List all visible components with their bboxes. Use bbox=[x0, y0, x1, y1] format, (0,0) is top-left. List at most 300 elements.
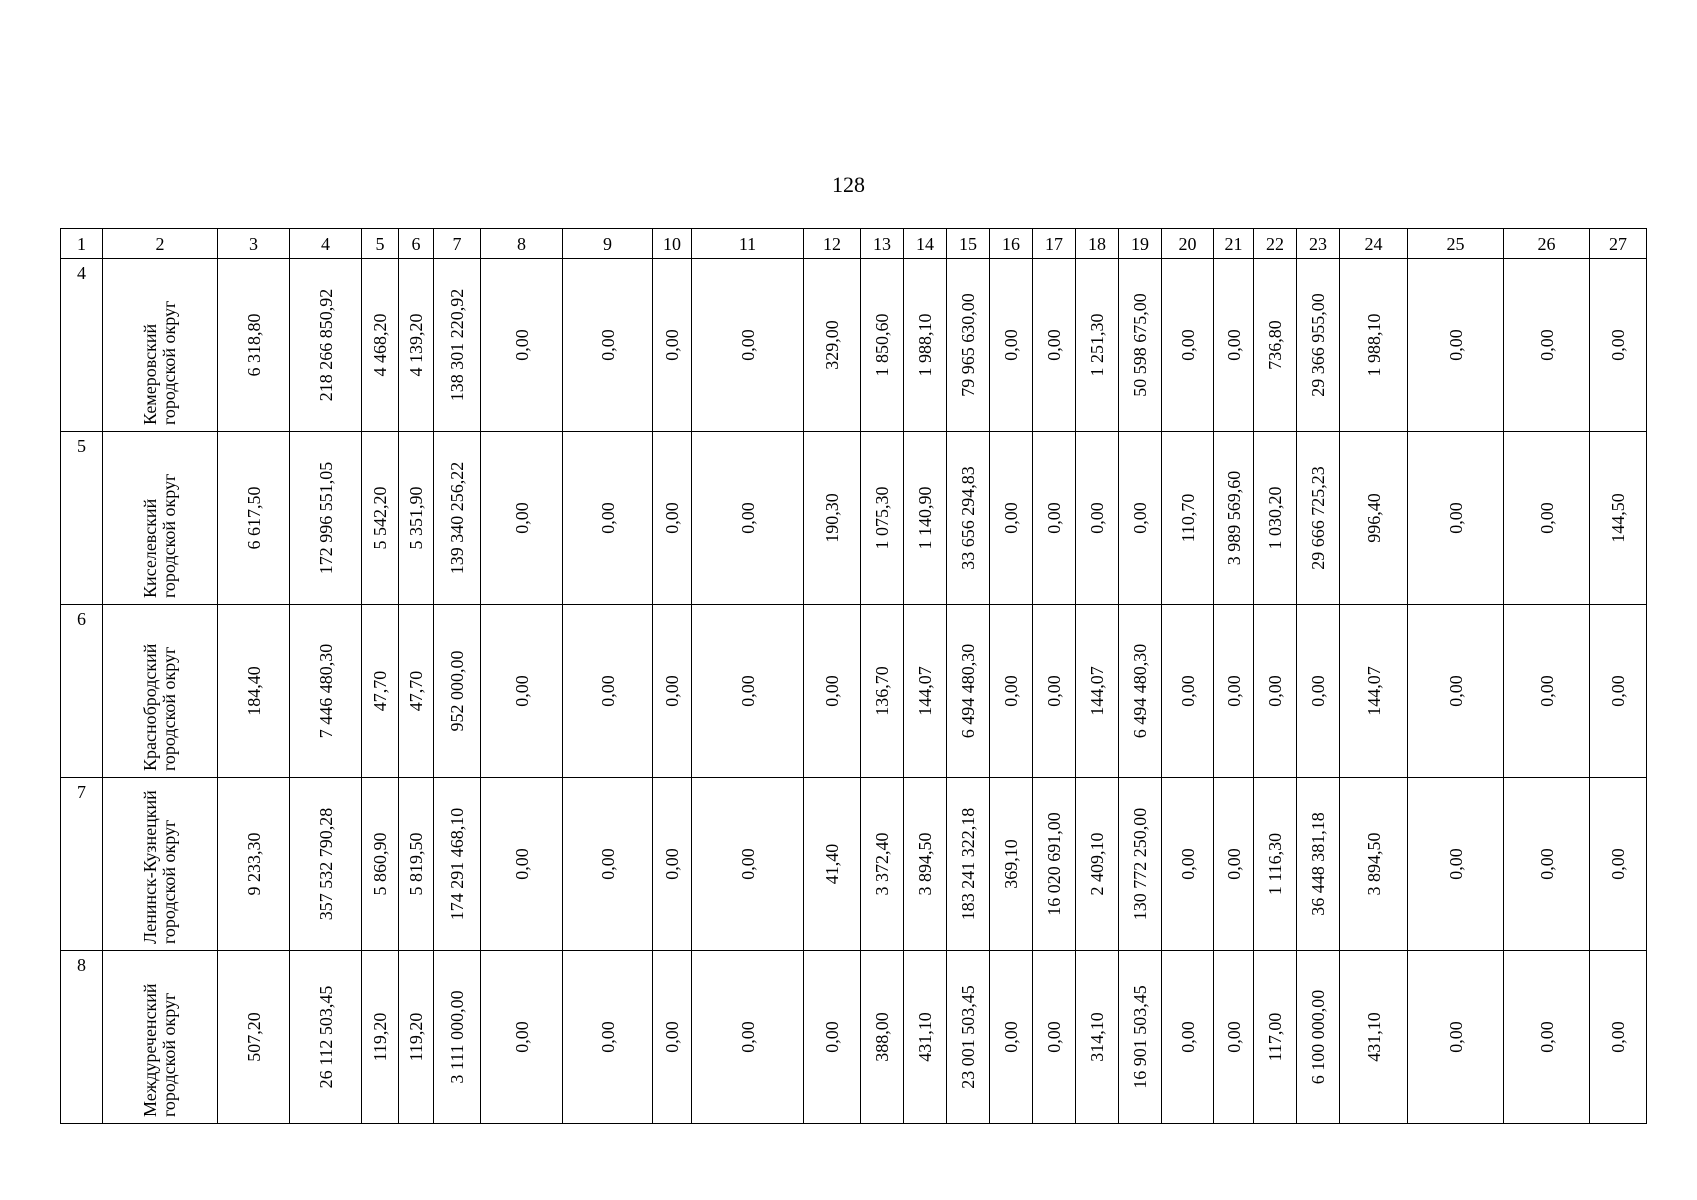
cell-value: 0,00 bbox=[1001, 1021, 1021, 1053]
value-cell-col-24 bbox=[1340, 605, 1408, 778]
value-cell-col-27 bbox=[1590, 605, 1647, 778]
cell-value: 0,00 bbox=[597, 675, 618, 707]
cell-value: 1 116,30 bbox=[1265, 832, 1285, 896]
cell-value: 6 318,80 bbox=[243, 313, 264, 377]
value-cell-col-8 bbox=[481, 951, 563, 1124]
table-row bbox=[61, 605, 1647, 778]
value-cell-col-23 bbox=[1297, 605, 1340, 778]
cell-value: 0,00 bbox=[1001, 502, 1021, 534]
cell-value: 0,00 bbox=[1445, 1021, 1466, 1053]
column-header-3: 3 bbox=[218, 229, 290, 259]
column-header-12: 12 bbox=[804, 229, 861, 259]
cell-value: 0,00 bbox=[1536, 329, 1557, 361]
cell-value: 117,00 bbox=[1265, 1012, 1285, 1062]
column-header-14: 14 bbox=[904, 229, 947, 259]
value-cell-col-27 bbox=[1590, 951, 1647, 1124]
cell-value: 0,00 bbox=[511, 502, 532, 534]
row-number: 8 bbox=[77, 955, 86, 975]
value-cell-col-5 bbox=[362, 951, 399, 1124]
municipality-name: Междуреченский городской округ bbox=[140, 983, 179, 1117]
cell-value: 190,30 bbox=[822, 493, 842, 543]
cell-value: 0,00 bbox=[597, 848, 618, 880]
value-cell-col-12 bbox=[804, 432, 861, 605]
row-number: 4 bbox=[77, 263, 86, 283]
column-header-27: 27 bbox=[1590, 229, 1647, 259]
value-cell-col-11 bbox=[692, 605, 804, 778]
cell-value: 0,00 bbox=[822, 1021, 842, 1053]
value-cell-col-10 bbox=[653, 951, 692, 1124]
cell-value: 4 139,20 bbox=[406, 313, 426, 377]
value-cell-col-12 bbox=[804, 605, 861, 778]
cell-value: 0,00 bbox=[597, 502, 618, 534]
value-cell-col-7 bbox=[434, 259, 481, 432]
value-cell-col-4 bbox=[290, 259, 362, 432]
value-cell-col-11 bbox=[692, 259, 804, 432]
value-cell-col-24 bbox=[1340, 259, 1408, 432]
column-header-11: 11 bbox=[692, 229, 804, 259]
cell-value: 6 494 480,30 bbox=[1130, 643, 1150, 739]
cell-value: 0,00 bbox=[662, 675, 682, 707]
cell-value: 3 894,50 bbox=[915, 832, 935, 896]
value-cell-col-16 bbox=[990, 605, 1033, 778]
cell-value: 0,00 bbox=[1001, 329, 1021, 361]
cell-value: 5 542,20 bbox=[370, 486, 390, 550]
column-header-2: 2 bbox=[103, 229, 218, 259]
cell-value: 119,20 bbox=[370, 1012, 390, 1062]
value-cell-col-7 bbox=[434, 605, 481, 778]
cell-value: 0,00 bbox=[1177, 329, 1198, 361]
cell-value: 136,70 bbox=[872, 666, 892, 716]
value-cell-col-26 bbox=[1504, 951, 1590, 1124]
row-number-cell bbox=[61, 259, 103, 432]
value-cell-col-12 bbox=[804, 951, 861, 1124]
value-cell-col-20 bbox=[1162, 778, 1214, 951]
value-cell-col-17 bbox=[1033, 432, 1076, 605]
cell-value: 1 988,10 bbox=[1363, 313, 1384, 377]
row-number-cell bbox=[61, 432, 103, 605]
value-cell-col-20 bbox=[1162, 605, 1214, 778]
cell-value: 23 001 503,45 bbox=[958, 985, 978, 1089]
row-number: 6 bbox=[77, 609, 86, 629]
cell-value: 2 409,10 bbox=[1087, 832, 1107, 896]
cell-value: 0,00 bbox=[511, 848, 532, 880]
value-cell-col-18 bbox=[1076, 605, 1119, 778]
value-cell-col-5 bbox=[362, 605, 399, 778]
column-header-20: 20 bbox=[1162, 229, 1214, 259]
row-number: 7 bbox=[77, 782, 86, 802]
column-header-18: 18 bbox=[1076, 229, 1119, 259]
cell-value: 119,20 bbox=[406, 1012, 426, 1062]
value-cell-col-14 bbox=[904, 951, 947, 1124]
value-cell-col-26 bbox=[1504, 778, 1590, 951]
value-cell-col-17 bbox=[1033, 778, 1076, 951]
value-cell-col-17 bbox=[1033, 259, 1076, 432]
value-cell-col-23 bbox=[1297, 432, 1340, 605]
column-header-21: 21 bbox=[1214, 229, 1254, 259]
column-header-8: 8 bbox=[481, 229, 563, 259]
value-cell-col-5 bbox=[362, 432, 399, 605]
cell-value: 1 251,30 bbox=[1087, 313, 1107, 377]
value-cell-col-21 bbox=[1214, 951, 1254, 1124]
value-cell-col-13 bbox=[861, 259, 904, 432]
value-cell-col-21 bbox=[1214, 605, 1254, 778]
cell-value: 184,40 bbox=[243, 666, 264, 716]
value-cell-col-15 bbox=[947, 432, 990, 605]
cell-value: 139 340 256,22 bbox=[447, 461, 467, 575]
cell-value: 357 532 790,28 bbox=[315, 807, 336, 921]
page-number: 128 bbox=[832, 172, 865, 197]
cell-value: 0,00 bbox=[1177, 1021, 1198, 1053]
value-cell-col-20 bbox=[1162, 259, 1214, 432]
cell-value: 0,00 bbox=[511, 675, 532, 707]
value-cell-col-10 bbox=[653, 605, 692, 778]
value-cell-col-20 bbox=[1162, 951, 1214, 1124]
municipality-cell bbox=[103, 951, 218, 1124]
value-cell-col-6 bbox=[399, 605, 434, 778]
table-row bbox=[61, 778, 1647, 951]
cell-value: 0,00 bbox=[662, 848, 682, 880]
value-cell-col-14 bbox=[904, 778, 947, 951]
cell-value: 0,00 bbox=[1608, 848, 1628, 880]
value-cell-col-18 bbox=[1076, 951, 1119, 1124]
value-cell-col-10 bbox=[653, 778, 692, 951]
value-cell-col-19 bbox=[1119, 605, 1162, 778]
column-header-13: 13 bbox=[861, 229, 904, 259]
municipality-cell bbox=[103, 778, 218, 951]
value-cell-col-6 bbox=[399, 432, 434, 605]
value-cell-col-4 bbox=[290, 951, 362, 1124]
cell-value: 0,00 bbox=[737, 329, 758, 361]
value-cell-col-8 bbox=[481, 259, 563, 432]
value-cell-col-8 bbox=[481, 778, 563, 951]
value-cell-col-3 bbox=[218, 778, 290, 951]
municipality-name: Кемеровский городской округ bbox=[140, 300, 179, 425]
data-table bbox=[60, 228, 1647, 1124]
column-header-4: 4 bbox=[290, 229, 362, 259]
cell-value: 144,07 bbox=[915, 666, 935, 716]
cell-value: 0,00 bbox=[1445, 675, 1466, 707]
cell-value: 47,70 bbox=[370, 670, 390, 712]
value-cell-col-6 bbox=[399, 951, 434, 1124]
value-cell-col-15 bbox=[947, 951, 990, 1124]
value-cell-col-23 bbox=[1297, 259, 1340, 432]
cell-value: 0,00 bbox=[1001, 675, 1021, 707]
cell-value: 0,00 bbox=[662, 329, 682, 361]
value-cell-col-4 bbox=[290, 605, 362, 778]
cell-value: 0,00 bbox=[737, 1021, 758, 1053]
value-cell-col-9 bbox=[563, 259, 653, 432]
value-cell-col-18 bbox=[1076, 778, 1119, 951]
cell-value: 388,00 bbox=[872, 1012, 892, 1062]
cell-value: 0,00 bbox=[1608, 329, 1628, 361]
cell-value: 0,00 bbox=[597, 1021, 618, 1053]
cell-value: 996,40 bbox=[1363, 493, 1384, 543]
value-cell-col-13 bbox=[861, 605, 904, 778]
value-cell-col-21 bbox=[1214, 778, 1254, 951]
value-cell-col-12 bbox=[804, 259, 861, 432]
value-cell-col-7 bbox=[434, 432, 481, 605]
cell-value: 0,00 bbox=[1308, 675, 1328, 707]
value-cell-col-22 bbox=[1254, 259, 1297, 432]
cell-value: 0,00 bbox=[737, 675, 758, 707]
value-cell-col-24 bbox=[1340, 432, 1408, 605]
value-cell-col-8 bbox=[481, 432, 563, 605]
cell-value: 6 494 480,30 bbox=[958, 643, 978, 739]
value-cell-col-14 bbox=[904, 259, 947, 432]
column-header-23: 23 bbox=[1297, 229, 1340, 259]
value-cell-col-6 bbox=[399, 259, 434, 432]
cell-value: 3 989 569,60 bbox=[1223, 470, 1244, 566]
column-header-10: 10 bbox=[653, 229, 692, 259]
value-cell-col-23 bbox=[1297, 951, 1340, 1124]
cell-value: 79 965 630,00 bbox=[958, 293, 978, 397]
municipality-name: Краснобродский городской округ bbox=[140, 643, 179, 771]
value-cell-col-11 bbox=[692, 951, 804, 1124]
cell-value: 736,80 bbox=[1265, 320, 1285, 370]
cell-value: 0,00 bbox=[1177, 848, 1198, 880]
value-cell-col-25 bbox=[1408, 259, 1504, 432]
cell-value: 3 111 000,00 bbox=[447, 990, 467, 1084]
value-cell-col-17 bbox=[1033, 605, 1076, 778]
value-cell-col-16 bbox=[990, 951, 1033, 1124]
row-number-cell bbox=[61, 778, 103, 951]
cell-value: 0,00 bbox=[737, 848, 758, 880]
cell-value: 138 301 220,92 bbox=[447, 288, 467, 402]
cell-value: 0,00 bbox=[1044, 1021, 1064, 1053]
value-cell-col-18 bbox=[1076, 259, 1119, 432]
cell-value: 5 860,90 bbox=[370, 832, 390, 896]
value-cell-col-19 bbox=[1119, 778, 1162, 951]
value-cell-col-20 bbox=[1162, 432, 1214, 605]
cell-value: 144,07 bbox=[1087, 666, 1107, 716]
cell-value: 0,00 bbox=[1044, 329, 1064, 361]
cell-value: 41,40 bbox=[822, 843, 842, 885]
value-cell-col-10 bbox=[653, 259, 692, 432]
cell-value: 1 850,60 bbox=[872, 313, 892, 377]
cell-value: 16 020 691,00 bbox=[1044, 812, 1064, 916]
value-cell-col-9 bbox=[563, 605, 653, 778]
cell-value: 9 233,30 bbox=[243, 832, 264, 896]
table-row bbox=[61, 432, 1647, 605]
cell-value: 174 291 468,10 bbox=[447, 807, 467, 921]
cell-value: 0,00 bbox=[662, 502, 682, 534]
cell-value: 0,00 bbox=[1044, 502, 1064, 534]
value-cell-col-3 bbox=[218, 951, 290, 1124]
value-cell-col-14 bbox=[904, 432, 947, 605]
column-header-1: 1 bbox=[61, 229, 103, 259]
value-cell-col-25 bbox=[1408, 951, 1504, 1124]
value-cell-col-21 bbox=[1214, 432, 1254, 605]
cell-value: 0,00 bbox=[1445, 848, 1466, 880]
value-cell-col-4 bbox=[290, 432, 362, 605]
cell-value: 0,00 bbox=[1130, 502, 1150, 534]
cell-value: 0,00 bbox=[1445, 329, 1466, 361]
cell-value: 6 617,50 bbox=[243, 486, 264, 550]
cell-value: 1 988,10 bbox=[915, 313, 935, 377]
value-cell-col-25 bbox=[1408, 778, 1504, 951]
cell-value: 0,00 bbox=[1608, 1021, 1628, 1053]
column-header-17: 17 bbox=[1033, 229, 1076, 259]
value-cell-col-25 bbox=[1408, 605, 1504, 778]
column-header-26: 26 bbox=[1504, 229, 1590, 259]
cell-value: 6 100 000,00 bbox=[1308, 989, 1328, 1085]
value-cell-col-16 bbox=[990, 432, 1033, 605]
value-cell-col-14 bbox=[904, 605, 947, 778]
row-number-cell bbox=[61, 951, 103, 1124]
cell-value: 1 140,90 bbox=[915, 486, 935, 550]
column-header-9: 9 bbox=[563, 229, 653, 259]
cell-value: 507,20 bbox=[243, 1012, 264, 1062]
value-cell-col-27 bbox=[1590, 432, 1647, 605]
column-header-19: 19 bbox=[1119, 229, 1162, 259]
cell-value: 952 000,00 bbox=[447, 650, 467, 732]
value-cell-col-3 bbox=[218, 432, 290, 605]
cell-value: 0,00 bbox=[511, 1021, 532, 1053]
cell-value: 0,00 bbox=[1223, 1021, 1244, 1053]
cell-value: 4 468,20 bbox=[370, 313, 390, 377]
municipality-name: Ленинск-Кузнецкий городской округ bbox=[140, 790, 179, 944]
value-cell-col-5 bbox=[362, 259, 399, 432]
value-cell-col-24 bbox=[1340, 951, 1408, 1124]
cell-value: 0,00 bbox=[737, 502, 758, 534]
row-number-cell bbox=[61, 605, 103, 778]
value-cell-col-9 bbox=[563, 951, 653, 1124]
cell-value: 47,70 bbox=[406, 670, 426, 712]
cell-value: 7 446 480,30 bbox=[315, 643, 336, 739]
value-cell-col-15 bbox=[947, 605, 990, 778]
value-cell-col-3 bbox=[218, 259, 290, 432]
cell-value: 0,00 bbox=[1265, 675, 1285, 707]
value-cell-col-19 bbox=[1119, 951, 1162, 1124]
value-cell-col-4 bbox=[290, 778, 362, 951]
cell-value: 0,00 bbox=[1087, 502, 1107, 534]
cell-value: 329,00 bbox=[822, 320, 842, 370]
column-header-25: 25 bbox=[1408, 229, 1504, 259]
column-header-15: 15 bbox=[947, 229, 990, 259]
column-header-22: 22 bbox=[1254, 229, 1297, 259]
cell-value: 26 112 503,45 bbox=[315, 985, 336, 1089]
cell-value: 0,00 bbox=[597, 329, 618, 361]
cell-value: 1 075,30 bbox=[872, 486, 892, 550]
cell-value: 3 894,50 bbox=[1363, 832, 1384, 896]
cell-value: 0,00 bbox=[1223, 329, 1244, 361]
municipality-cell bbox=[103, 432, 218, 605]
cell-value: 130 772 250,00 bbox=[1130, 807, 1150, 921]
value-cell-col-19 bbox=[1119, 432, 1162, 605]
value-cell-col-26 bbox=[1504, 432, 1590, 605]
value-cell-col-22 bbox=[1254, 951, 1297, 1124]
cell-value: 172 996 551,05 bbox=[315, 461, 336, 575]
value-cell-col-17 bbox=[1033, 951, 1076, 1124]
value-cell-col-27 bbox=[1590, 778, 1647, 951]
value-cell-col-21 bbox=[1214, 259, 1254, 432]
cell-value: 0,00 bbox=[1445, 502, 1466, 534]
column-header-24: 24 bbox=[1340, 229, 1408, 259]
value-cell-col-24 bbox=[1340, 778, 1408, 951]
cell-value: 144,50 bbox=[1608, 493, 1628, 543]
cell-value: 0,00 bbox=[1044, 675, 1064, 707]
cell-value: 0,00 bbox=[1608, 675, 1628, 707]
value-cell-col-10 bbox=[653, 432, 692, 605]
value-cell-col-9 bbox=[563, 432, 653, 605]
municipality-cell bbox=[103, 259, 218, 432]
cell-value: 5 819,50 bbox=[406, 832, 426, 896]
value-cell-col-13 bbox=[861, 951, 904, 1124]
row-number: 5 bbox=[77, 436, 86, 456]
value-cell-col-16 bbox=[990, 778, 1033, 951]
cell-value: 16 901 503,45 bbox=[1130, 985, 1150, 1089]
value-cell-col-11 bbox=[692, 432, 804, 605]
value-cell-col-25 bbox=[1408, 432, 1504, 605]
value-cell-col-5 bbox=[362, 778, 399, 951]
column-header-16: 16 bbox=[990, 229, 1033, 259]
cell-value: 110,70 bbox=[1177, 493, 1198, 543]
cell-value: 1 030,20 bbox=[1265, 486, 1285, 550]
value-cell-col-7 bbox=[434, 778, 481, 951]
cell-value: 0,00 bbox=[511, 329, 532, 361]
value-cell-col-11 bbox=[692, 778, 804, 951]
cell-value: 0,00 bbox=[822, 675, 842, 707]
value-cell-col-26 bbox=[1504, 259, 1590, 432]
value-cell-col-27 bbox=[1590, 259, 1647, 432]
cell-value: 29 666 725,23 bbox=[1308, 466, 1328, 570]
cell-value: 431,10 bbox=[1363, 1012, 1384, 1062]
cell-value: 0,00 bbox=[1536, 675, 1557, 707]
value-cell-col-23 bbox=[1297, 778, 1340, 951]
value-cell-col-13 bbox=[861, 432, 904, 605]
value-cell-col-19 bbox=[1119, 259, 1162, 432]
value-cell-col-13 bbox=[861, 778, 904, 951]
cell-value: 0,00 bbox=[1177, 675, 1198, 707]
cell-value: 3 372,40 bbox=[872, 832, 892, 896]
cell-value: 0,00 bbox=[1536, 1021, 1557, 1053]
column-header-5: 5 bbox=[362, 229, 399, 259]
value-cell-col-22 bbox=[1254, 778, 1297, 951]
cell-value: 144,07 bbox=[1363, 666, 1384, 716]
cell-value: 314,10 bbox=[1087, 1012, 1107, 1062]
value-cell-col-15 bbox=[947, 259, 990, 432]
cell-value: 36 448 381,18 bbox=[1308, 812, 1328, 916]
cell-value: 0,00 bbox=[1223, 848, 1244, 880]
cell-value: 183 241 322,18 bbox=[958, 807, 978, 921]
value-cell-col-9 bbox=[563, 778, 653, 951]
table-row bbox=[61, 951, 1647, 1124]
cell-value: 218 266 850,92 bbox=[315, 288, 336, 402]
cell-value: 29 366 955,00 bbox=[1308, 293, 1328, 397]
header-row bbox=[61, 229, 1647, 259]
cell-value: 0,00 bbox=[1223, 675, 1244, 707]
value-cell-col-6 bbox=[399, 778, 434, 951]
cell-value: 33 656 294,83 bbox=[958, 466, 978, 570]
value-cell-col-22 bbox=[1254, 605, 1297, 778]
column-header-7: 7 bbox=[434, 229, 481, 259]
table-row bbox=[61, 259, 1647, 432]
value-cell-col-22 bbox=[1254, 432, 1297, 605]
column-header-6: 6 bbox=[399, 229, 434, 259]
value-cell-col-16 bbox=[990, 259, 1033, 432]
cell-value: 369,10 bbox=[1001, 839, 1021, 889]
cell-value: 50 598 675,00 bbox=[1130, 293, 1150, 397]
value-cell-col-26 bbox=[1504, 605, 1590, 778]
value-cell-col-12 bbox=[804, 778, 861, 951]
municipality-name: Киселевский городской округ bbox=[140, 473, 179, 598]
cell-value: 0,00 bbox=[1536, 502, 1557, 534]
cell-value: 0,00 bbox=[1536, 848, 1557, 880]
value-cell-col-8 bbox=[481, 605, 563, 778]
value-cell-col-7 bbox=[434, 951, 481, 1124]
value-cell-col-3 bbox=[218, 605, 290, 778]
value-cell-col-18 bbox=[1076, 432, 1119, 605]
